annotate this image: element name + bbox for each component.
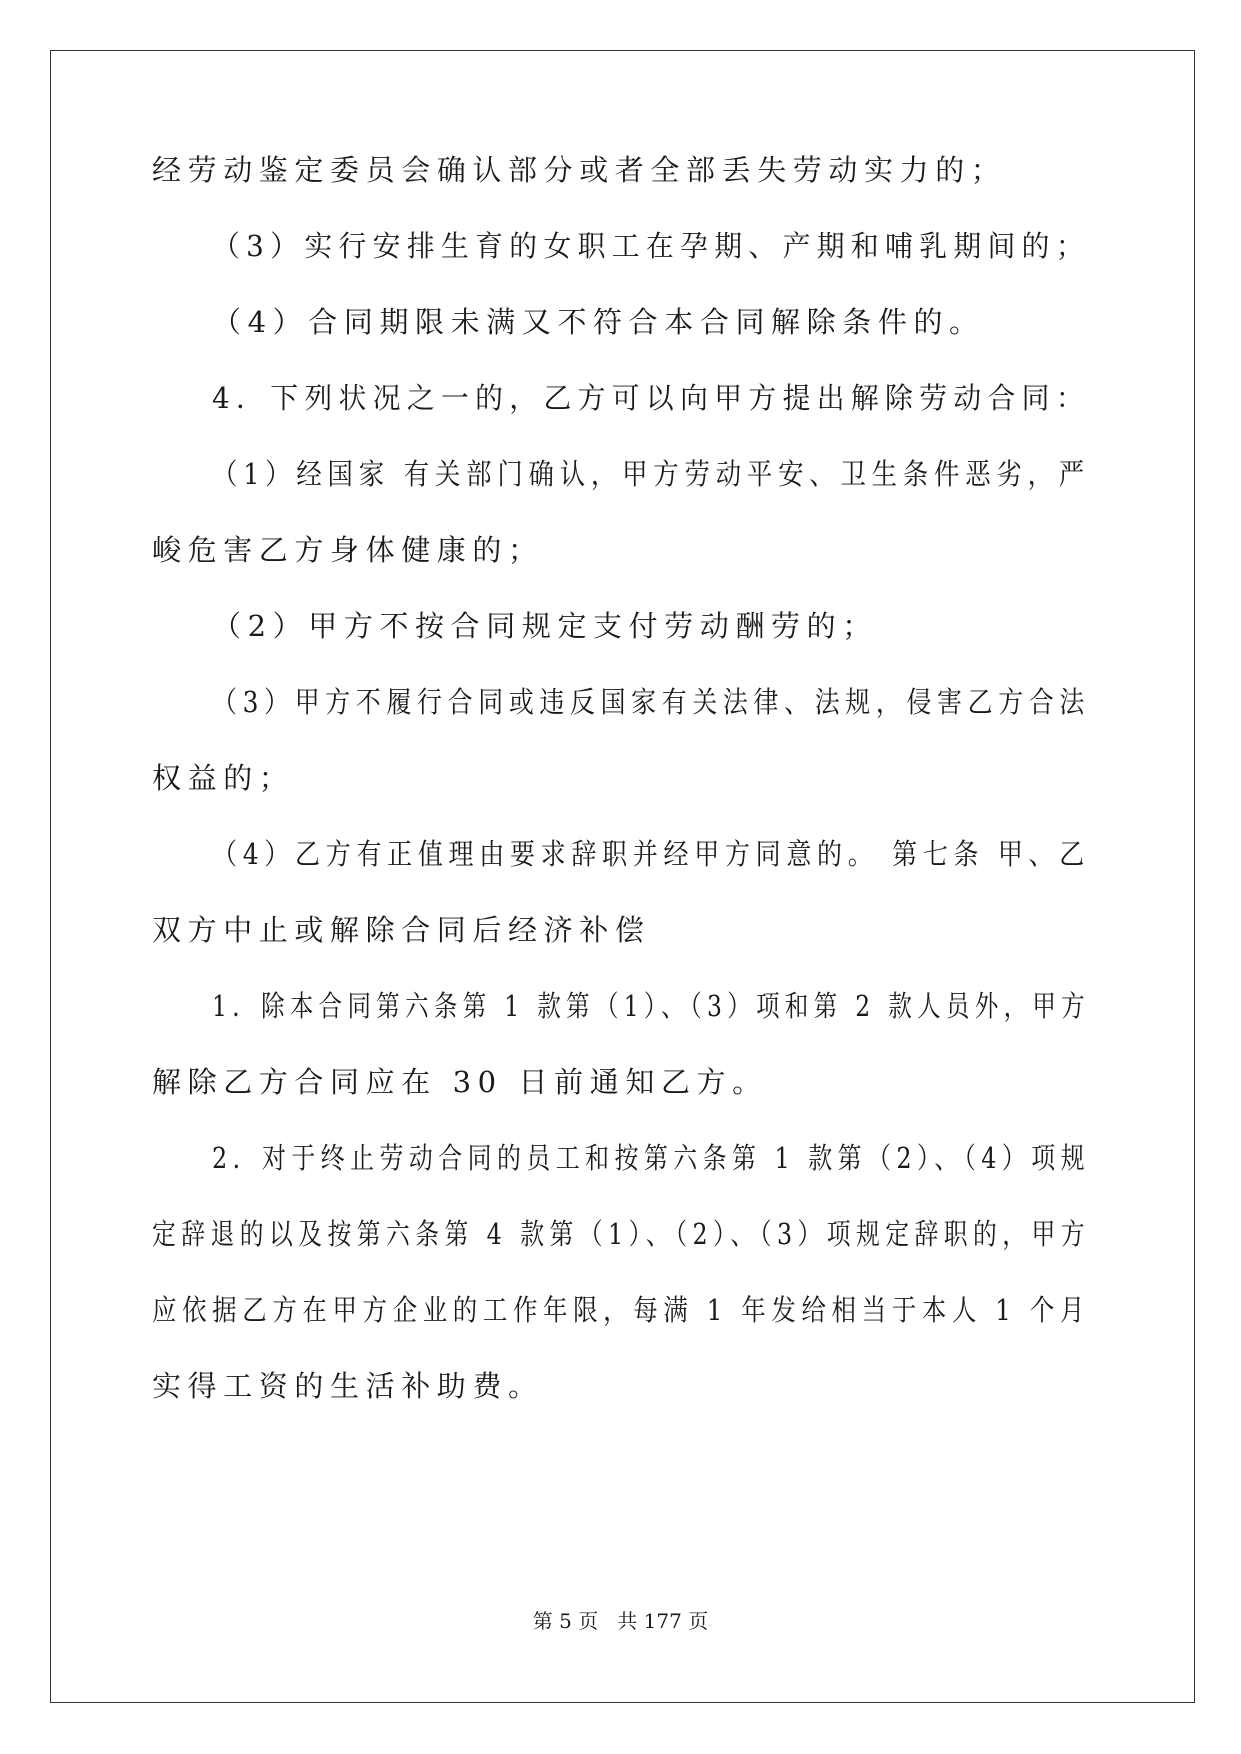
text-line: （2）甲方不按合同规定支付劳动酬劳的； (212, 609, 878, 643)
text-line: 4．下列状况之一的，乙方可以向甲方提出解除劳动合同： (212, 381, 1090, 415)
text-line: 解除乙方合同应在 30 日前通知乙方。 (152, 1065, 768, 1099)
text-line: 应依据乙方在甲方企业的工作年限，每满 1 年发给相当于本人 1 个月 (152, 1293, 1090, 1327)
text-line: （3）实行安排生育的女职工在孕期、产期和哺乳期间的； (212, 229, 1090, 263)
page-footer: 第 5 页 共 177 页 (532, 1609, 709, 1633)
text-line: 定辞退的以及按第六条第 4 款第（1）、（2）、（3）项规定辞职的，甲方 (152, 1217, 1090, 1251)
text-line: 1．除本合同第六条第 1 款第（1）、（3）项和第 2 款人员外，甲方 (212, 989, 1090, 1023)
text-line: 2．对于终止劳动合同的员工和按第六条第 1 款第（2）、（4）项规 (212, 1141, 1090, 1175)
text-line: （3）甲方不履行合同或违反国家有关法律、法规，侵害乙方合法 (212, 685, 1090, 719)
text-line: （4）乙方有正值理由要求辞职并经甲方同意的。 第七条 甲、乙 (212, 837, 1090, 871)
text-line: 权益的； (152, 761, 295, 795)
text-line: 实得工资的生活补助费。 (152, 1369, 544, 1403)
text-line: 经劳动鉴定委员会确认部分或者全部丢失劳动实力的； (152, 153, 1007, 187)
text-line: 峻危害乙方身体健康的； (152, 533, 544, 567)
page-border (50, 50, 1195, 1703)
text-line: （4）合同期限未满又不符合本合同解除条件的。 (212, 305, 985, 339)
text-line: 双方中止或解除合同后经济补偿 (152, 913, 651, 947)
text-line: （1）经国家 有关部门确认，甲方劳动平安、卫生条件恶劣，严 (212, 457, 1090, 491)
